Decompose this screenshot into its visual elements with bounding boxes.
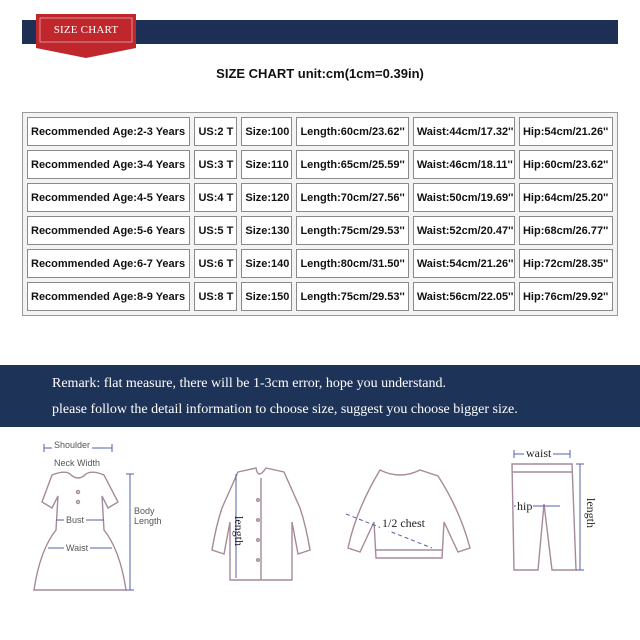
cell-waist: Waist:50cm/19.69'' (413, 183, 515, 212)
cell-waist: Waist:52cm/20.47'' (413, 216, 515, 245)
cell-size: Size:100 (241, 117, 292, 146)
page-title: SIZE CHART unit:cm(1cm=0.39in) (216, 66, 424, 81)
cell-length: Length:65cm/25.59'' (296, 150, 408, 179)
size-table (22, 112, 618, 316)
label-pants-waist: waist (526, 446, 552, 460)
size-chart-badge (36, 14, 136, 62)
cell-age: Recommended Age:6-7 Years (27, 249, 190, 278)
cell-waist: Waist:46cm/18.11'' (413, 150, 515, 179)
pants-outline (512, 464, 576, 570)
cell-hip: Hip:68cm/26.77'' (519, 216, 613, 245)
cell-size: Size:150 (241, 282, 292, 311)
cell-waist: Waist:44cm/17.32'' (413, 117, 515, 146)
cell-hip: Hip:60cm/23.62'' (519, 150, 613, 179)
remark-line-2: please follow the detail information to choose size, suggest you choose bigger size. (52, 402, 518, 417)
cell-length: Length:70cm/27.56'' (296, 183, 408, 212)
cell-size: Size:140 (241, 249, 292, 278)
remark-line-1: Remark: flat measure, there will be 1-3cm error, hope you understand. (52, 376, 447, 391)
label-shoulder: Shoulder (54, 440, 91, 450)
size-row (27, 282, 613, 311)
cell-length: Length:60cm/23.62'' (296, 117, 408, 146)
label-shirt-length: length (232, 516, 246, 546)
size-row (27, 216, 613, 245)
size-row (27, 117, 613, 146)
cell-waist: Waist:56cm/22.05'' (413, 282, 515, 311)
measurement-diagrams (0, 430, 640, 640)
label-half-chest: 1/2 chest (382, 516, 425, 530)
cell-age: Recommended Age:3-4 Years (27, 150, 190, 179)
cell-us-size: US:5 T (194, 216, 237, 245)
cell-hip: Hip:54cm/21.26'' (519, 117, 613, 146)
cell-size: Size:130 (241, 216, 292, 245)
size-row (27, 150, 613, 179)
size-row (27, 249, 613, 278)
cell-size: Size:120 (241, 183, 292, 212)
cell-us-size: US:6 T (194, 249, 237, 278)
cell-length: Length:75cm/29.53'' (296, 216, 408, 245)
cell-age: Recommended Age:4-5 Years (27, 183, 190, 212)
remark-band (0, 365, 640, 427)
cell-hip: Hip:64cm/25.20'' (519, 183, 613, 212)
cell-size: Size:110 (241, 150, 292, 179)
label-pants-hip: hip (517, 499, 533, 513)
cell-waist: Waist:54cm/21.26'' (413, 249, 515, 278)
label-pants-length: length (584, 498, 598, 528)
label-bust: Bust (66, 515, 85, 525)
cell-age: Recommended Age:8-9 Years (27, 282, 190, 311)
cell-us-size: US:2 T (194, 117, 237, 146)
size-row (27, 183, 613, 212)
cell-us-size: US:3 T (194, 150, 237, 179)
cell-hip: Hip:76cm/29.92'' (519, 282, 613, 311)
cell-length: Length:80cm/31.50'' (296, 249, 408, 278)
sweater-outline (348, 470, 470, 558)
cell-length: Length:75cm/29.53'' (296, 282, 408, 311)
label-body-length: Body Length (134, 506, 162, 526)
label-neck-width: Neck Width (54, 458, 101, 468)
cell-age: Recommended Age:2-3 Years (27, 117, 190, 146)
cell-us-size: US:4 T (194, 183, 237, 212)
dress-outline (34, 472, 126, 590)
cell-age: Recommended Age:5-6 Years (27, 216, 190, 245)
cell-hip: Hip:72cm/28.35'' (519, 249, 613, 278)
cell-us-size: US:8 T (194, 282, 237, 311)
badge-label: SIZE CHART (53, 24, 119, 36)
label-waist: Waist (66, 543, 89, 553)
